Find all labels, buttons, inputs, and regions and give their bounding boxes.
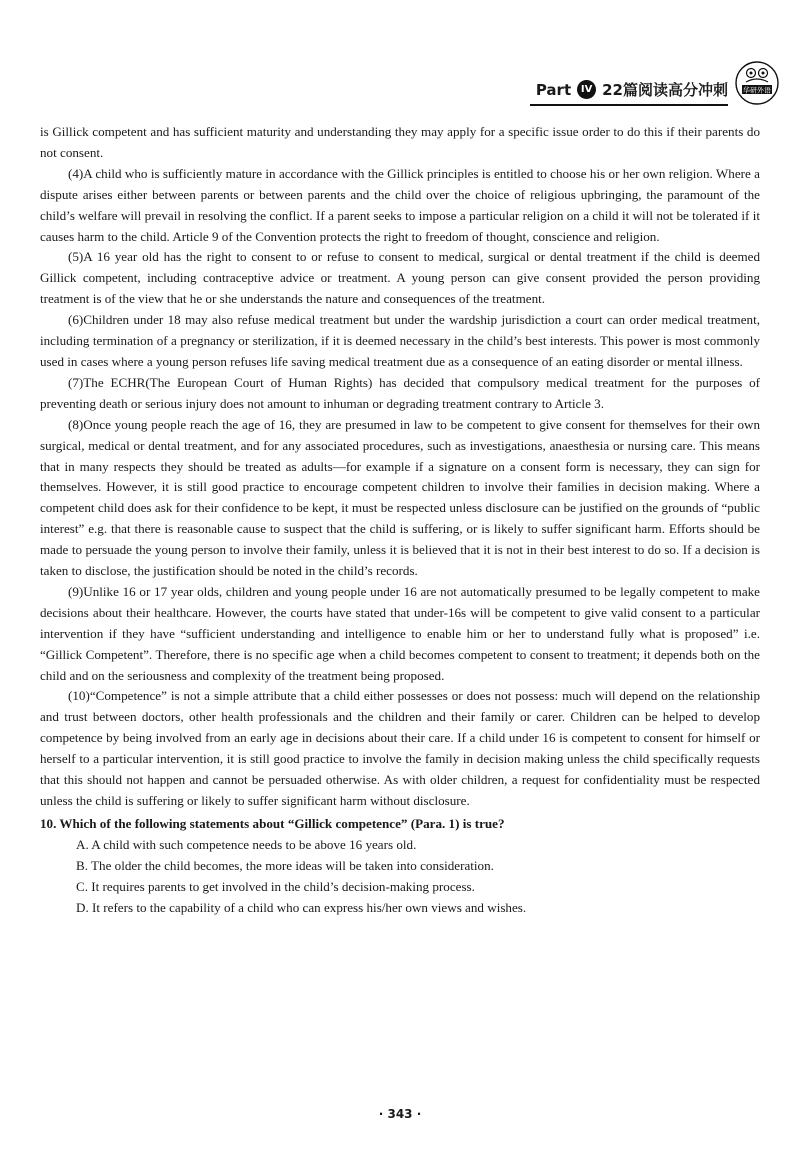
question-stem: 10. Which of the following statements about “Gillick competence” (Para. 1) is true? xyxy=(40,815,505,831)
section-title: 22篇阅读高分冲刺 xyxy=(602,81,728,99)
option-a: A. A child with such competence needs to be above 16 years old. xyxy=(76,836,417,852)
publisher-logo-icon xyxy=(734,60,780,106)
paragraph-4: (4)A child who is sufficiently mature in accordance with the Gillick principles is entitled to choose his or her own religion. Where a dispute arises either between parents or between parents and the child over the choice of religious upbringing, the paramount of the child’s welfare will prevail in resolving the conflict. If a parent seeks to impose a particular religion on a child it will not be tolerated if it causes harm to the child. Article 9 of the Convention protects the right to freedom of thought, conscience and religion. xyxy=(40,165,760,244)
part-number-badge: IV xyxy=(577,80,596,99)
page-number: · 343 · xyxy=(378,1107,422,1121)
paragraph-7: (7)The ECHR(The European Court of Human Rights) has decided that compulsory medical treatment for the purposes of preventing death or serious injury does not amount to inhuman or degrading treatment contrary to Article 3. xyxy=(40,374,760,411)
page-header xyxy=(536,58,780,106)
article-body xyxy=(40,122,760,918)
option-d: D. It refers to the capability of a child who can express his/her own views and wishes. xyxy=(76,899,527,915)
continuation-text: is Gillick competent and has sufficient maturity and understanding they may apply for a specific issue order to do this if their parents do not consent. xyxy=(40,124,760,160)
option-c: C. It requires parents to get involved in the child’s decision-making process. xyxy=(76,878,475,894)
paragraph-9: (9)Unlike 16 or 17 year olds, children and young people under 16 are not automatically presumed to be legally competent to make decisions about their healthcare. However, the courts have stated that under-16s will be competent to give valid consent to a particular intervention if they have “sufficient understanding and intelligence to enable him or her to understand fully what is proposed” i.e. “Gillick Competent”. Therefore, there is no specific age when a child becomes competent to consent to treatment; it depends both on the child and on the seriousness and complexity of the treatment being proposed. xyxy=(40,583,760,683)
paragraph-10: (10)“Competence” is not a simple attribute that a child either possesses or does not possess: much will depend on the relationship and trust between doctors, other health professionals and the children and their family or carer. Children can be helped to develop competence by being involved from an early age in decisions about their care. If a child under 16 is competent to consent for himself or herself to a particular intervention, it is still good practice to involve the family in decision making unless the child specifically requests that this should not happen and cannot be persuaded otherwise. As with older children, a request for confidentiality must be respected unless the child is suffering or likely to suffer significant harm without disclosure. xyxy=(40,688,760,808)
header-title xyxy=(536,79,728,106)
part-label: Part xyxy=(535,80,572,99)
paragraph-8: (8)Once young people reach the age of 16, they are presumed in law to be competent to give consent for themselves for their own surgical, medical or dental treatment, and for any associated procedures, such as investigations, anaesthesia or nursing care. This means that in many respects they should be treated as adults—for example if a signature on a consent form is necessary, they can sign for themselves. However, it is still good practice to encourage competent children to involve their families in decision making. Where a competent child does ask for their confidence to be kept, it must be respected unless disclosure can be justified on the grounds of “public interest” e.g. that there is reasonable cause to suspect that the child is suffering, or is likely to suffer significant harm. Efforts should be made to persuade the young person to involve their family, unless it is believed that it is not in their best interest to do so. If a decision is taken to disclose, the justification should be noted in the child’s records. xyxy=(40,416,760,579)
answer-options xyxy=(76,835,760,919)
logo-text: 华研外语 xyxy=(743,86,771,95)
option-b: B. The older the child becomes, the more ideas will be taken into consideration. xyxy=(76,857,494,873)
paragraph-5: (5)A 16 year old has the right to consent to or refuse to consent to medical, surgical or dental treatment if the child is deemed Gillick competent, including contraceptive advice or treatment. A young person can give consent provided the person providing treatment is of the view that he or she understands the nature and consequences of the treatment. xyxy=(40,249,760,307)
header-rule xyxy=(530,104,728,106)
paragraph-6: (6)Children under 18 may also refuse medical treatment but under the wardship jurisdiction a court can order medical treatment, including termination of a pregnancy or sterilization, if it is deemed necessary in the child’s best interests. This power is most commonly used in cases where a young person refuses life saving medical treatment due as a consequence of an eating disorder or mental illness. xyxy=(40,312,760,369)
